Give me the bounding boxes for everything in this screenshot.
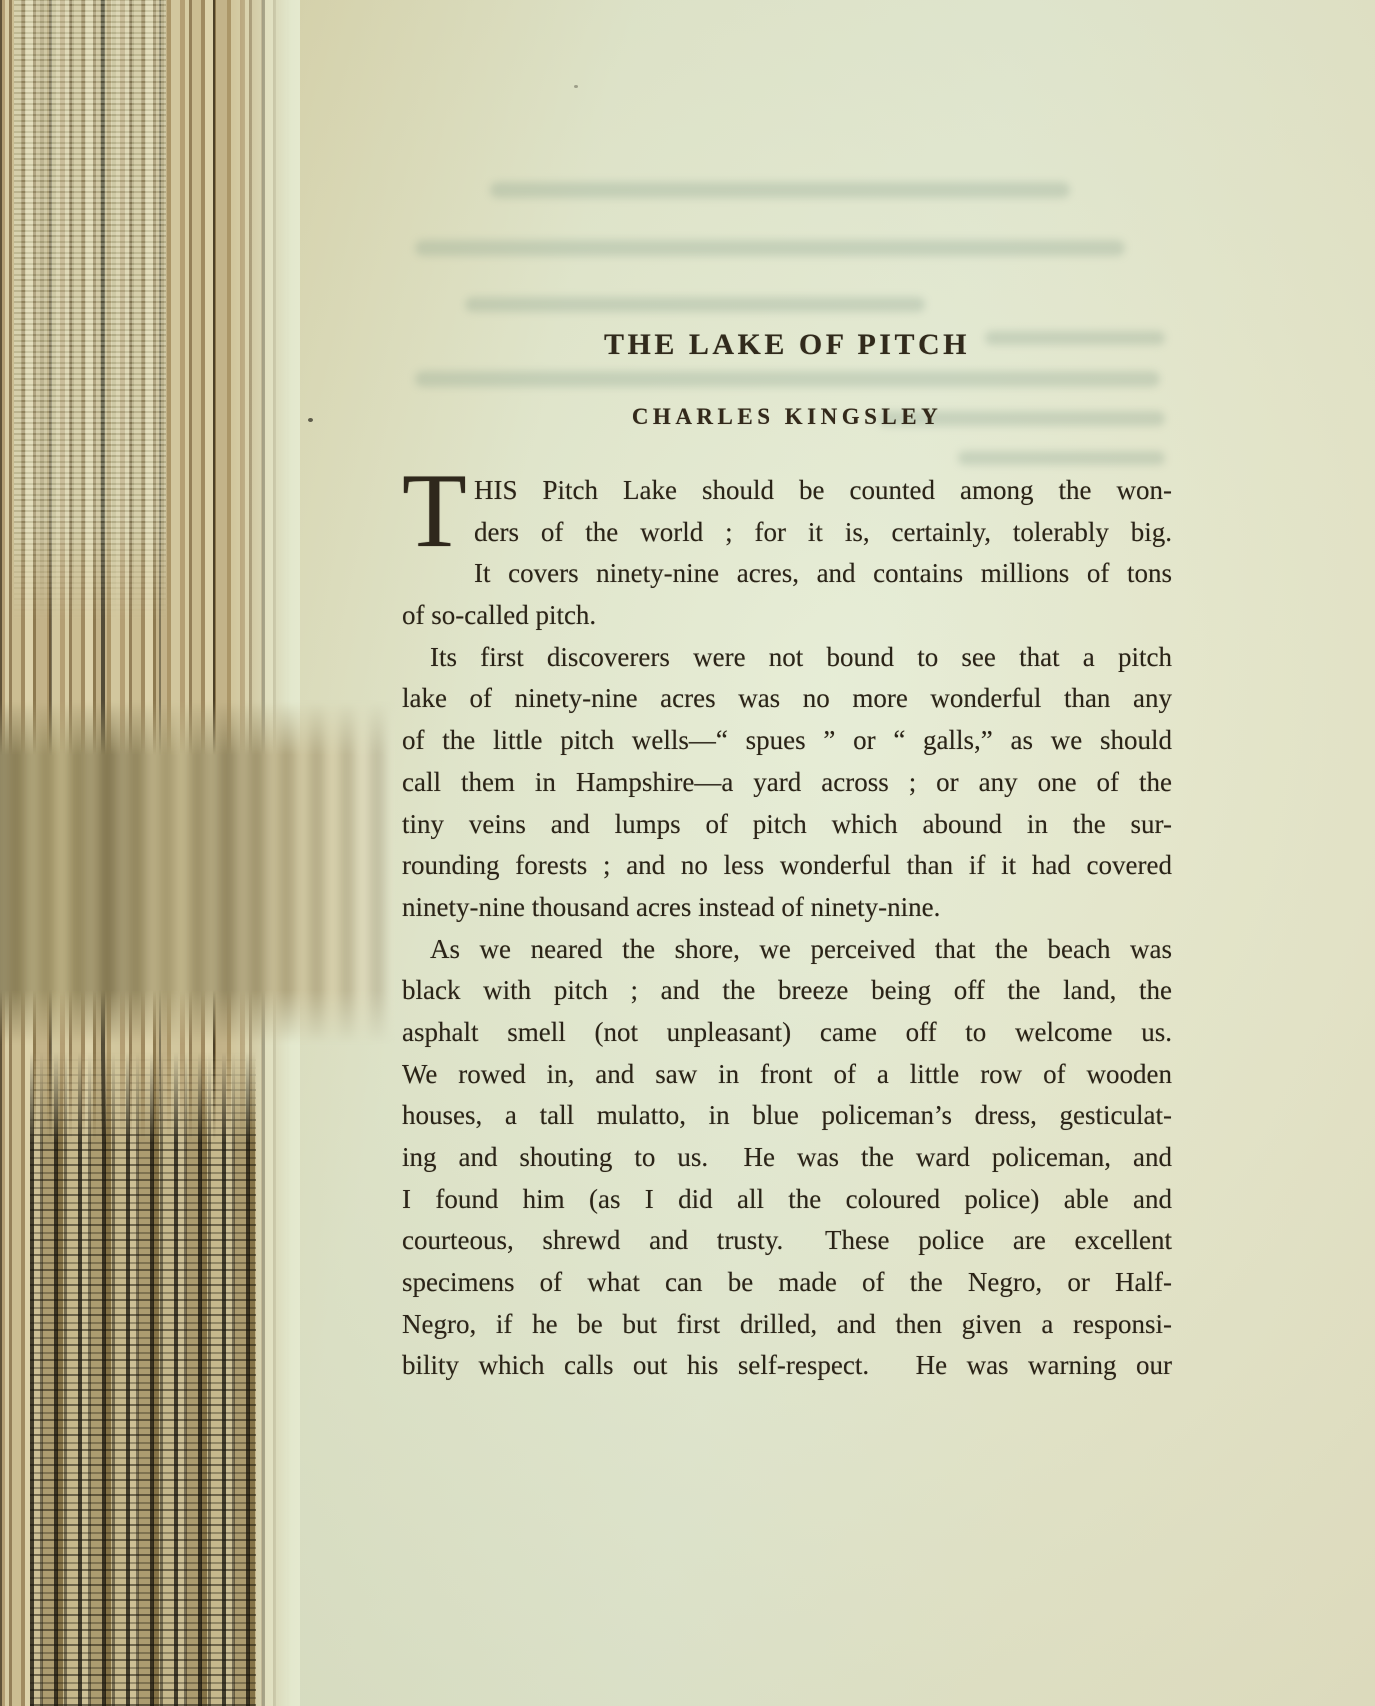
paper-speck [574, 85, 578, 88]
text-line: Negro, if he be but first drilled, and then given a responsi- [402, 1308, 1172, 1339]
text-line: courteous, shrewd and trusty. These police are excellent [402, 1225, 1172, 1256]
page-title: THE LAKE OF PITCH [604, 328, 970, 361]
text-line: HIS Pitch Lake should be counted among the won- [474, 475, 1172, 505]
text-line: lake of ninety-nine acres was no more wonderful than any [402, 683, 1172, 714]
paper-speck [308, 418, 313, 422]
page-edges-blur-band [0, 700, 395, 1045]
text-line: call them in Hampshire—a yard across ; or any one of the [402, 766, 1172, 797]
author-name: CHARLES KINGSLEY [631, 404, 943, 429]
dropcap-letter: T [402, 452, 467, 569]
text-line: ing and shouting to us. He was the ward policeman, and [402, 1142, 1172, 1172]
text-line: asphalt smell (not unpleasant) came off to welcome us. [402, 1016, 1172, 1047]
text-line: houses, a tall mulatto, in blue policeman’s dress, gesticulat- [402, 1100, 1172, 1131]
text-line: bility which calls out his self-respect. He was warning our [402, 1350, 1172, 1381]
text-line: black with pitch ; and the breeze being off the land, the [402, 975, 1172, 1006]
text-line: Its first discoverers were not bound to see that a pitch [430, 641, 1172, 672]
text-line: As we neared the shore, we perceived that the beach was [430, 933, 1172, 964]
body-text [402, 452, 1172, 1387]
text-line: of so-called pitch. [402, 600, 597, 631]
text-line: specimens of what can be made of the Negro, or Half- [402, 1267, 1172, 1298]
paragraph [402, 452, 1172, 637]
text-line: We rowed in, and saw in front of a little row of wooden [402, 1058, 1172, 1089]
bleedthrough-line [465, 297, 925, 312]
text-line: ninety-nine thousand acres instead of ninety-nine. [402, 891, 941, 922]
bleedthrough-line [490, 182, 1070, 198]
text-line: I found him (as I did all the coloured police) able and [402, 1183, 1172, 1214]
page-text-block [402, 330, 1172, 1387]
paragraph [402, 637, 1172, 929]
text-line: rounding forests ; and no less wonderful than if it had covered [402, 850, 1172, 881]
text-line: ders of the world ; for it is, certainly, tolerably big. [474, 516, 1172, 547]
plaid-texture-bottom [30, 1052, 256, 1706]
paragraph [402, 929, 1172, 1388]
text-line: of the little pitch wells—“ spues ” or “ galls,” as we should [402, 725, 1172, 756]
plaid-texture-top [14, 0, 166, 620]
text-line: tiny veins and lumps of pitch which abound in the sur- [402, 808, 1172, 839]
bleedthrough-line [415, 240, 1125, 256]
text-line: It covers ninety-nine acres, and contains millions of tons [474, 558, 1172, 589]
